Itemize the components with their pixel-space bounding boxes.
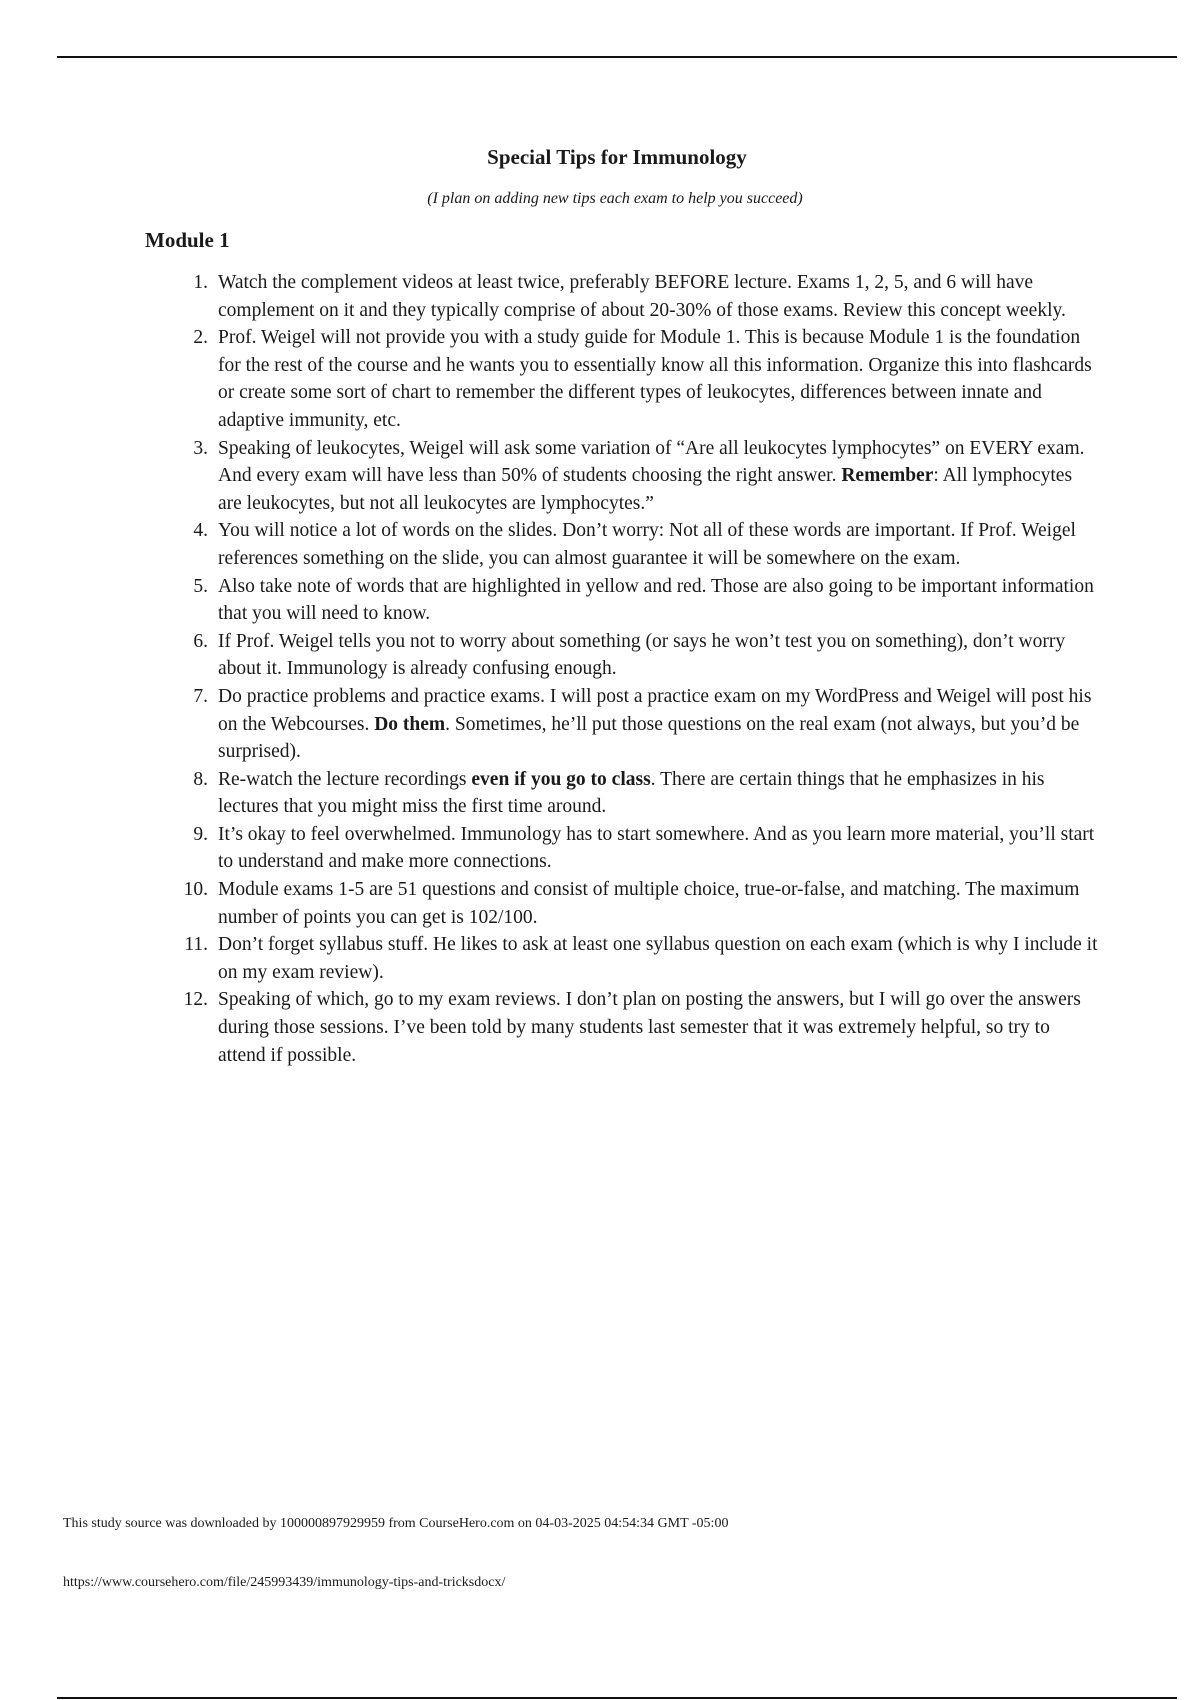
tip-item (193, 435, 1098, 518)
tip-number: 4. (193, 520, 208, 542)
tip-item (193, 573, 1098, 628)
tip-item (193, 324, 1098, 434)
tip-number: 7. (193, 685, 208, 707)
tip-number: 9. (193, 823, 208, 845)
tip-item (183, 986, 1098, 1069)
source-url: https://www.coursehero.com/file/245993439/immunology-tips-and-tricksdocx/ (63, 1575, 506, 1590)
tip-item (193, 683, 1098, 766)
tip-number: 10. (183, 879, 208, 901)
tip-text: You will notice a lot of words on the slides. Don’t worry: Not all of these words are important. If Prof. Weigel references something on the slide, you can almost guarantee it will be somewhere on the exam. (218, 520, 1076, 569)
tip-text: It’s okay to feel overwhelmed. Immunology has to start somewhere. And as you learn more material, you’ll start to understand and make more connections. (218, 823, 1095, 873)
tip-number: 6. (193, 630, 208, 652)
tip-emphasis: Remember (841, 465, 934, 487)
tip-text: Speaking of which, go to my exam reviews. I don’t plan on posting the answers, but I will go over the answers during those sessions. I’ve been told by many students last semester that it was extremely helpful, so try to attend if possible. (218, 989, 1081, 1066)
tip-number: 3. (193, 437, 208, 459)
tip-item (193, 766, 1098, 821)
tip-text: Also take note of words that are highlighted in yellow and red. Those are also going to be important information that you will need to know. (218, 575, 1094, 625)
tip-text: Do practice problems and practice exams. I will post a practice exam on my WordPress and Weigel will post his on the Webcourses. (218, 685, 1092, 735)
tip-item (193, 517, 1098, 572)
tip-number: 1. (193, 272, 208, 293)
download-source-note: This study source was downloaded by 100000897929959 from CourseHero.com on 04-03-2025 04:54:34 GMT -05:00 (63, 1516, 729, 1531)
tip-text: : All lymphocytes are leukocytes, but not all leukocytes are lymphocytes.” (218, 465, 1073, 514)
module-heading: Module 1 (145, 228, 230, 252)
tip-item (193, 628, 1098, 683)
tip-text: Module exams 1-5 are 51 questions and consist of multiple choice, true-or-false, and matching. The maximum number of points you can get is 102/100. (218, 879, 1080, 928)
tips-list (183, 269, 1098, 1069)
tip-text: . There are certain things that he emphasizes in his lectures that you might miss the first time around. (218, 768, 1045, 818)
tip-text: Don’t forget syllabus stuff. He likes to ask at least one syllabus question on each exam (which is why I include it on my exam review). (218, 934, 1098, 983)
tip-text: Prof. Weigel will not provide you with a study guide for Module 1. This is because Module 1 is the foundation for the rest of the course and he wants you to essentially know all this information. Organize this into flashcards or create some sort of chart to remember the different types of leukocytes, differences between innate and adaptive immunity, etc. (218, 327, 1092, 431)
tip-number: 12. (183, 989, 208, 1011)
tip-emphasis: Do them (374, 713, 446, 735)
bottom-rule (57, 1697, 1177, 1699)
document-title: Special Tips for Immunology (487, 145, 747, 169)
tip-number: 11. (184, 934, 208, 956)
tip-text: . Sometimes, he’ll put those questions on the real exam (not always, but you’d be surprised). (218, 713, 1080, 763)
tip-text: Re-watch the lecture recordings (218, 768, 472, 790)
top-rule (57, 56, 1177, 58)
tip-item (183, 876, 1098, 931)
tip-number: 2. (193, 327, 208, 349)
tip-item (184, 931, 1098, 986)
tip-item (193, 269, 1098, 324)
tip-text: If Prof. Weigel tells you not to worry about something (or says he won’t test you on something), don’t worry about it. Immunology is already confusing enough. (218, 630, 1066, 680)
tip-item (193, 821, 1098, 876)
tip-text: Watch the complement videos at least twice, preferably BEFORE lecture. Exams 1, 2, 5, and 6 will have complement on it and they typically comprise of about 20-30% of those exams. Review this concept weekly. (218, 272, 1066, 321)
tip-number: 8. (193, 768, 208, 790)
document-subtitle: (I plan on adding new tips each exam to help you succeed) (427, 190, 803, 207)
tip-emphasis: even if you go to class (471, 768, 651, 790)
tip-text: Speaking of leukocytes, Weigel will ask some variation of “Are all leukocytes lymphocytes” on EVERY exam. And every exam will have less than 50% of students choosing the right answer. (218, 437, 1085, 487)
tip-number: 5. (193, 575, 208, 597)
